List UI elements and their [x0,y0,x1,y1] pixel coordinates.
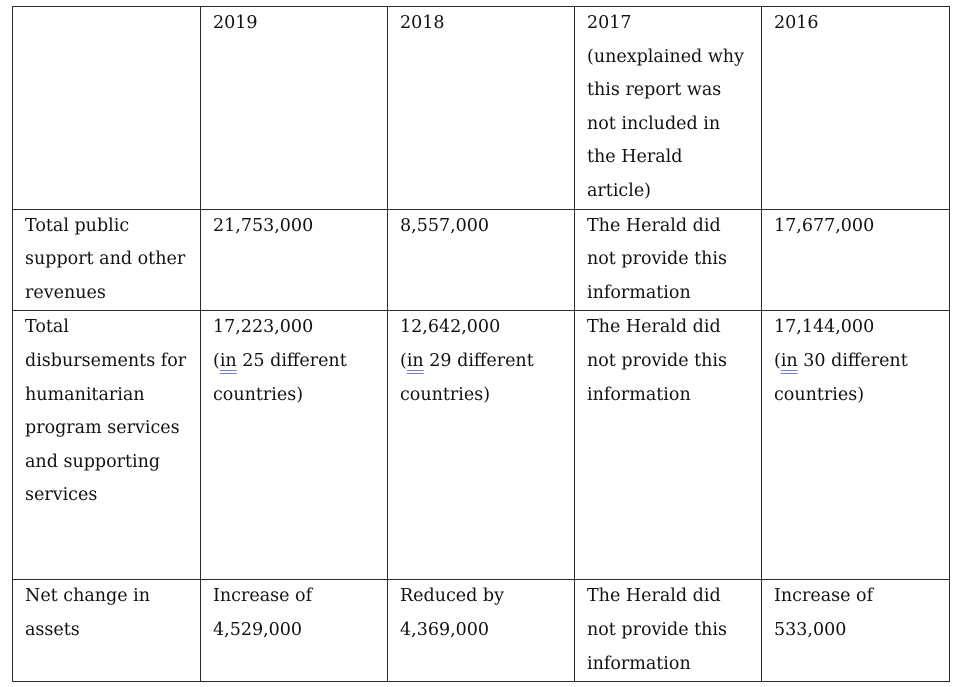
cell-2016-disbursements-amount: 17,144,000 [774,317,875,338]
cell-2016-in-word: in [780,350,798,371]
cell-2018-countries: 29 different countries) [400,350,534,405]
table-row [13,580,950,682]
cell-2018-disbursements-amount: 12,642,000 [400,317,501,338]
row-label-disbursements: Total disbursements for humanitarian program services and supporting services [13,311,201,580]
table-row [13,209,950,311]
financial-table [12,6,950,682]
header-2017 [575,7,762,210]
cell-2019-disbursements-amount: 17,223,000 [213,317,314,338]
cell-2019-net-change: Increase of 4,529,000 [201,580,388,682]
cell-2019-revenues: 21,753,000 [201,209,388,311]
cell-2018-revenues: 8,557,000 [388,209,575,311]
cell-2016-net-change: Increase of 533,000 [762,580,950,682]
header-2019: 2019 [201,7,388,210]
row-label-net-change: Net change in assets [13,580,201,682]
cell-2018-in-word: in [406,350,424,371]
cell-2019-in-word: in [219,350,237,371]
cell-2018-disbursements: 12,642,000 (in 29 different countries) [388,311,575,580]
header-2017-year: 2017 [587,13,632,33]
table-row [13,311,950,580]
cell-2019-countries: 25 different countries) [213,350,347,405]
header-2018: 2018 [388,7,575,210]
cell-2017-disbursements: The Herald did not provide this information [575,311,762,580]
header-corner-cell [13,7,201,210]
cell-2016-countries: 30 different countries) [774,350,908,405]
cell-2017-net-change: The Herald did not provide this information [575,580,762,682]
cell-2018-net-change: Reduced by 4,369,000 [388,580,575,682]
header-2016: 2016 [762,7,950,210]
header-2017-note: (unexplained why this report was not included in the Herald article) [587,46,744,201]
cell-2017-revenues: The Herald did not provide this information [575,209,762,311]
header-row [13,7,950,210]
cell-2016-disbursements: 17,144,000 (in 30 different countries) [762,311,950,580]
row-label-revenues: Total public support and other revenues [13,209,201,311]
cell-2019-disbursements: 17,223,000 (in 25 different countries) [201,311,388,580]
cell-2016-revenues: 17,677,000 [762,209,950,311]
